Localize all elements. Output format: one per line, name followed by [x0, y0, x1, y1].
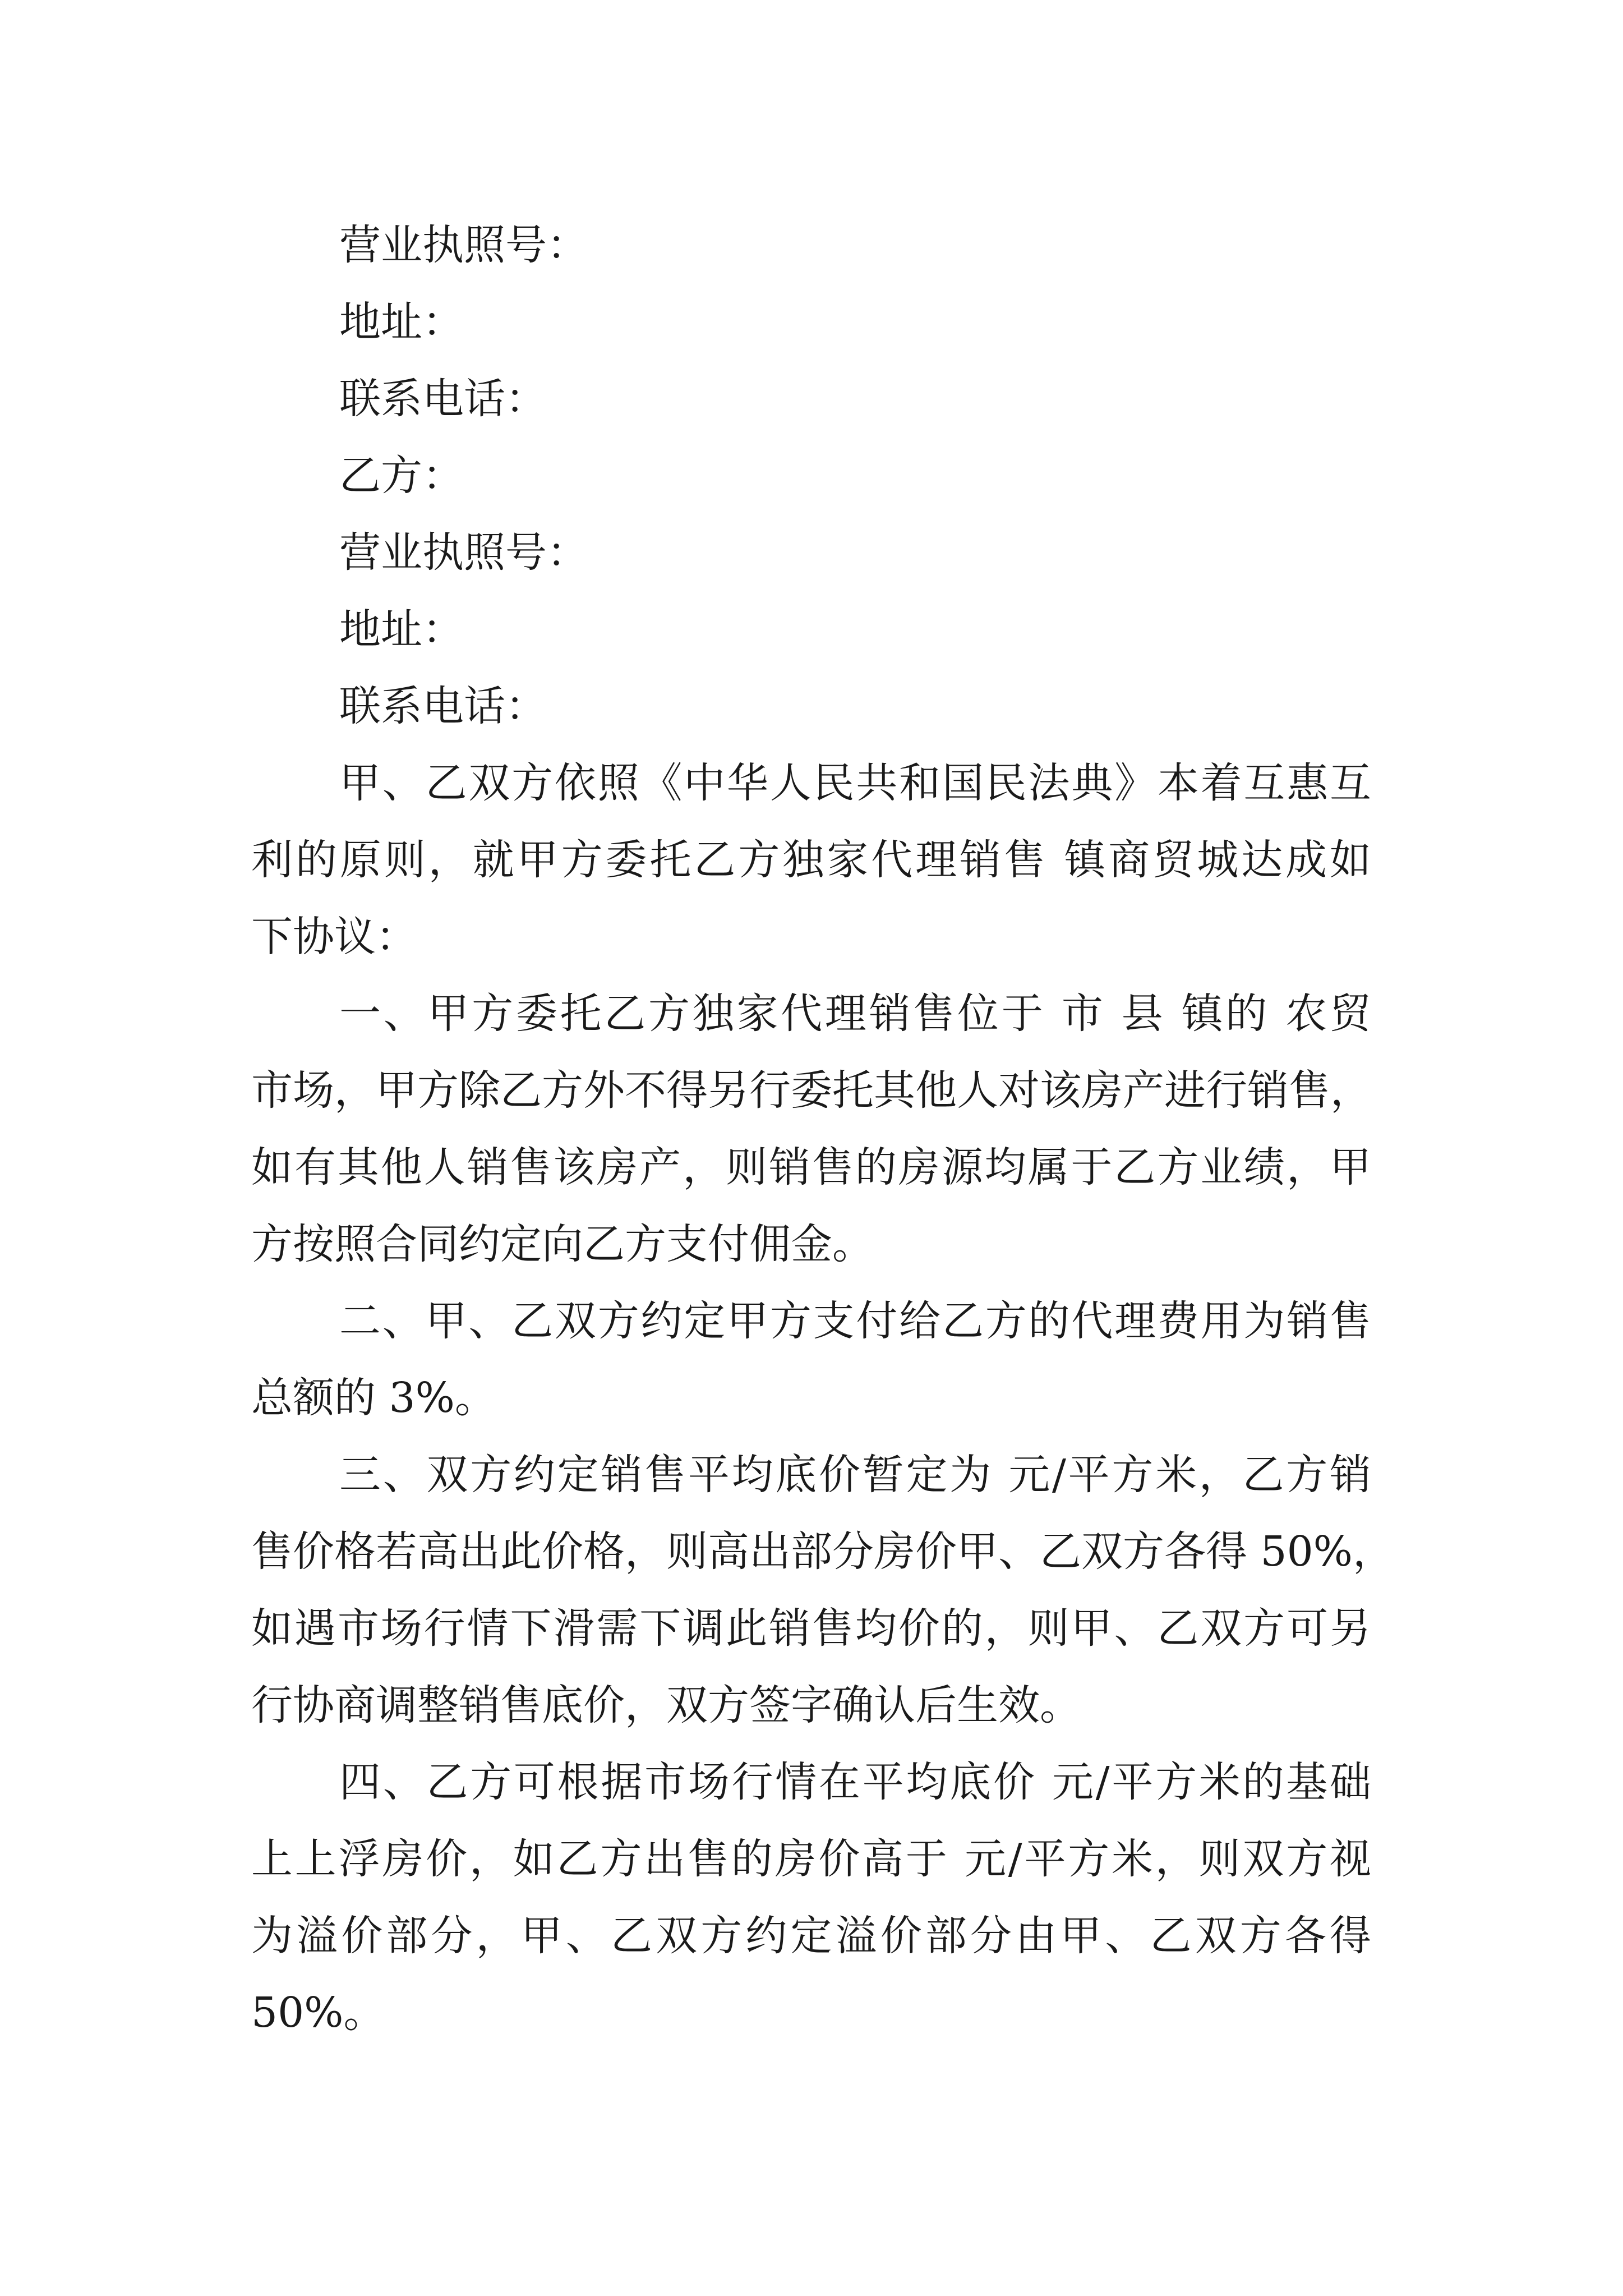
clause-2-line-1: 二、甲、乙双方约定甲方支付给乙方的代理费用为销售: [339, 1297, 1371, 1345]
clause-1-line-4: 方按照合同约定向乙方支付佣金。: [251, 1220, 874, 1268]
party-a-phone-label: 联系电话：: [339, 375, 547, 423]
clause-3-line-3: 如遇市场行情下滑需下调此销售均价的，则甲、乙双方可另: [251, 1604, 1371, 1653]
clause-4-line-3: 为溢价部分，甲、乙双方约定溢价部分由甲、乙双方各得: [251, 1912, 1371, 1960]
preamble-line-1: 甲、乙双方依照《中华人民共和国民法典》本着互惠互: [339, 759, 1371, 807]
clause-1-line-1: 一、甲方委托乙方独家代理销售位于 市 县 镇的 农贸: [339, 990, 1371, 1038]
clause-3-line-1: 三、双方约定销售平均底价暂定为 元/平方米，乙方销: [339, 1451, 1371, 1499]
clause-4-line-2: 上上浮房价，如乙方出售的房价高于 元/平方米，则双方视: [251, 1835, 1371, 1883]
clause-3-line-2: 售价格若高出此价格，则高出部分房价甲、乙双方各得 50%，: [251, 1527, 1394, 1576]
clause-4-line-1: 四、乙方可根据市场行情在平均底价 元/平方米的基础: [339, 1758, 1371, 1806]
party-a-address-label: 地址：: [339, 298, 464, 346]
preamble-line-2: 利的原则，就甲方委托乙方独家代理销售 镇商贸城达成如: [251, 836, 1371, 884]
party-b-label: 乙方：: [339, 452, 464, 500]
clause-3-line-4: 行协商调整销售底价，双方签字确认后生效。: [251, 1681, 1081, 1729]
clause-1-line-2: 市场，甲方除乙方外不得另行委托其他人对该房产进行销售，: [251, 1066, 1372, 1115]
party-b-license-label: 营业执照号：: [339, 528, 588, 577]
preamble-line-3: 下协议：: [251, 913, 417, 961]
clause-1-line-3: 如有其他人销售该房产，则销售的房源均属于乙方业绩，甲: [251, 1143, 1371, 1191]
clause-2-line-2: 总额的 3%。: [251, 1374, 496, 1422]
party-b-phone-label: 联系电话：: [339, 682, 547, 730]
party-a-license-label: 营业执照号：: [339, 221, 588, 269]
party-b-address-label: 地址：: [339, 605, 464, 654]
clause-4-line-4: 50%。: [251, 1989, 385, 2037]
